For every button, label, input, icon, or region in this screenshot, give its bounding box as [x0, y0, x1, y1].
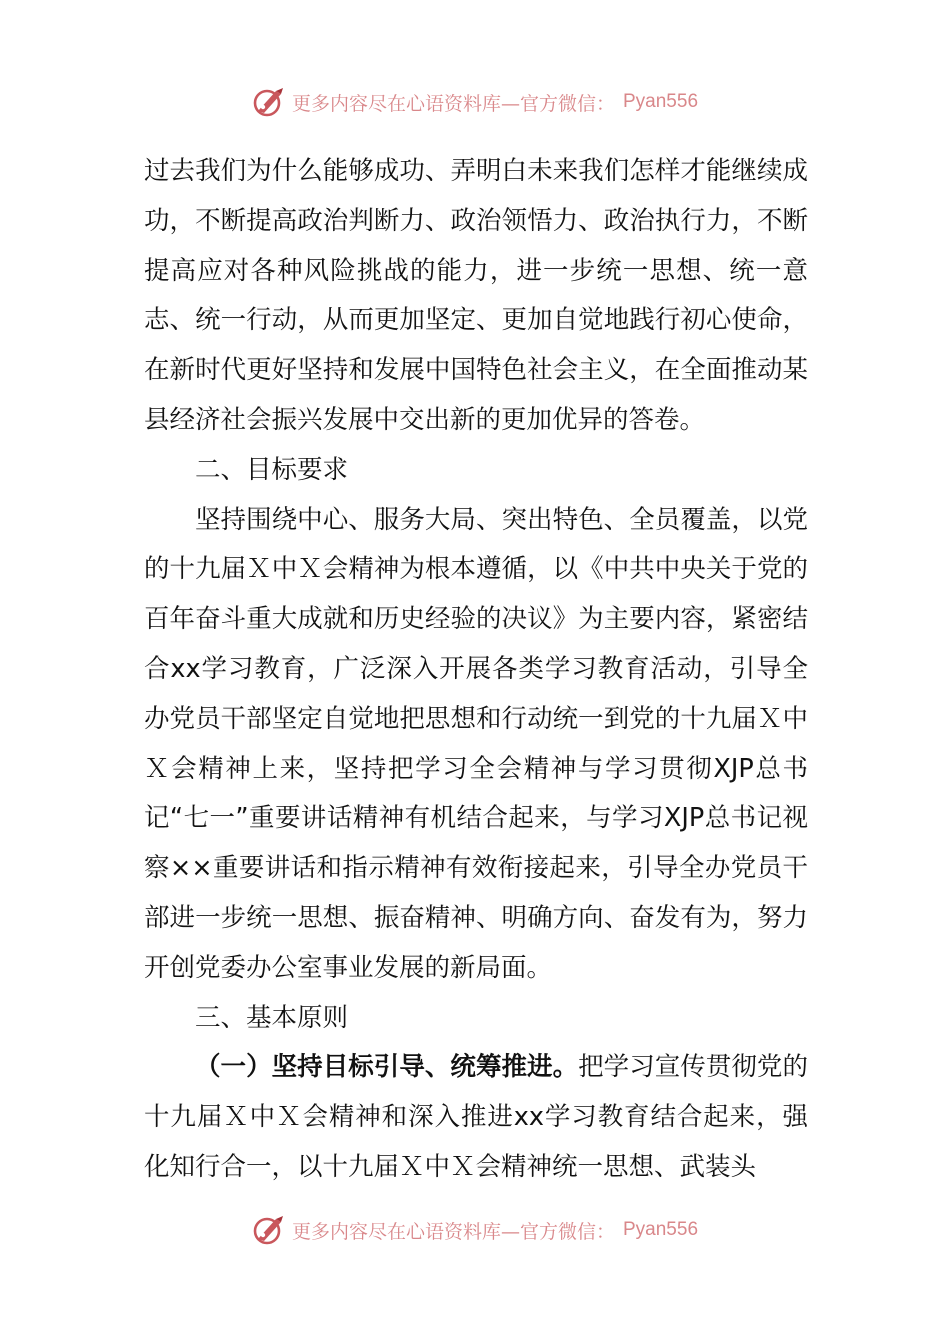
watermark-footer — [0, 1210, 950, 1250]
pen-logo-icon — [252, 1213, 286, 1247]
principle-1-lead: （一）坚持目标引导、统筹推进。 — [195, 1052, 579, 1083]
watermark-wechat-id: Pyan556 — [623, 91, 699, 112]
paragraph-goals: 坚持围绕中心、服务大局、突出特色、全员覆盖，以党的十九届Ｘ中Ｘ会精神为根本遵循，以《中共中央关于党的百年奋斗重大成就和历史经验的决议》为主要内容，紧密结合xx学习教育，广泛深入开展各类学习教育活动，引导全办党员干部坚定自觉地把思想和行动统一到党的十九届Ｘ中Ｘ会精神上来，坚持把学习全会精神与学习贯彻XJP总书记“七一”重要讲话精神有机结合起来，与学习XJP总书记视察××重要讲话和指示精神有效衔接起来，引导全办党员干部进一步统一思想、振奋精神、明确方向、奋发有为，努力开创党委办公室事业发展的新局面。 — [144, 504, 808, 983]
principle-1-text: 把学习宣传贯彻党的十九届Ｘ中Ｘ会精神和深入推进xx学习教育结合起来，强化知行合一，以十九届Ｘ中Ｘ会精神统一思想、武装头 — [144, 1052, 808, 1182]
paragraph-principle-1 — [144, 1043, 808, 1192]
watermark-text: 更多内容尽在心语资料库—官方微信： — [291, 1220, 615, 1243]
watermark-wechat-id: Pyan556 — [623, 1219, 699, 1240]
document-body — [144, 147, 808, 1193]
watermark-header — [0, 82, 950, 122]
section-heading-principles: 三、基本原则 — [195, 1002, 349, 1033]
section-heading-goals: 二、目标要求 — [195, 454, 349, 485]
watermark-text: 更多内容尽在心语资料库—官方微信： — [291, 92, 615, 115]
pen-logo-icon — [252, 85, 286, 119]
paragraph-continued: 过去我们为什么能够成功、弄明白未来我们怎样才能继续成功，不断提高政治判断力、政治领悟力、政治执行力，不断提高应对各种风险挑战的能力，进一步统一思想、统一意志、统一行动，从而更加坚定、更加自觉地践行初心使命，在新时代更好坚持和发展中国特色社会主义，在全面推动某县经济社会振兴发展中交出新的更加优异的答卷。 — [144, 156, 808, 435]
